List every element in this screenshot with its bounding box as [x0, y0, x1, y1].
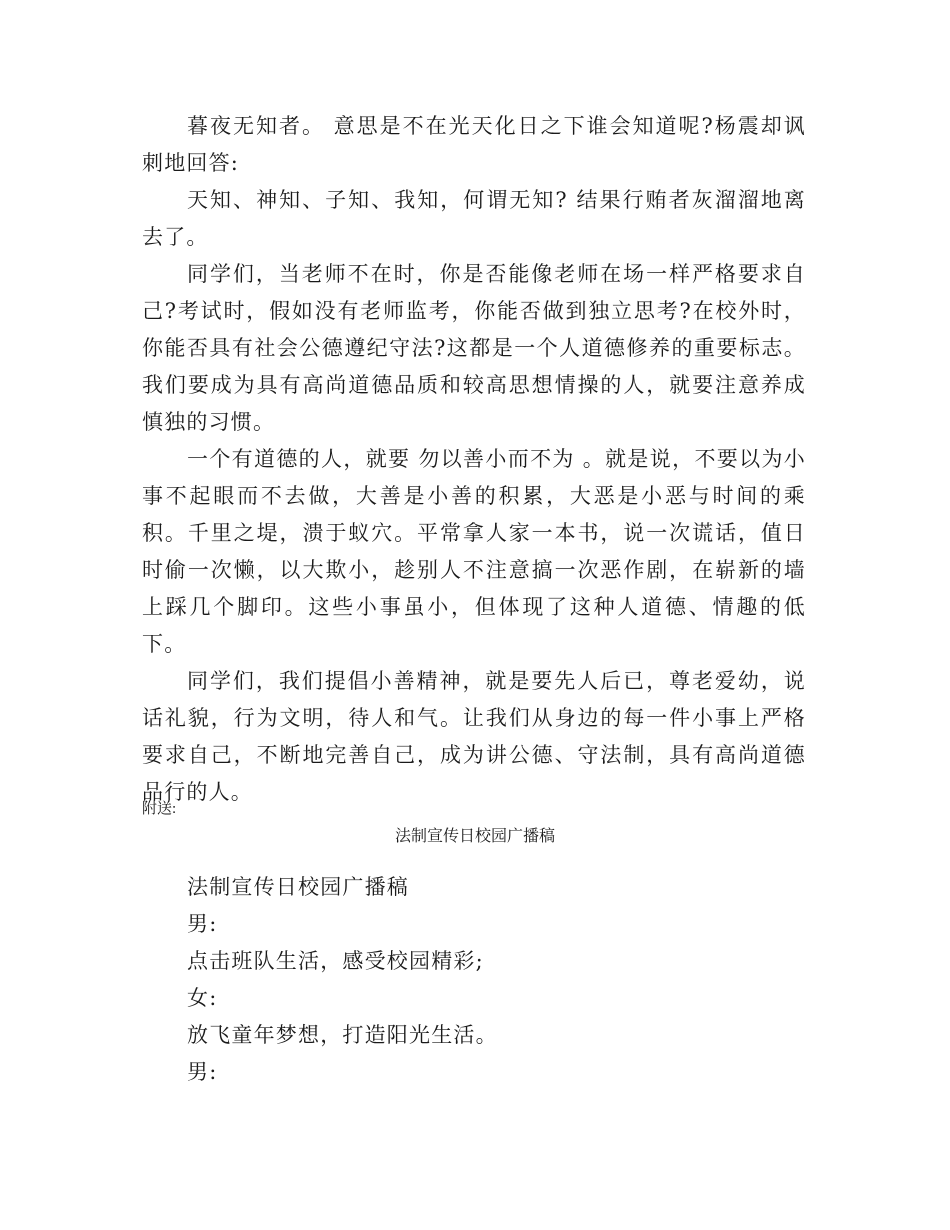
paragraph: 一个有道德的人，就要 勿以善小而不为 。就是说，不要以为小事不起眼而不去做，大善是小善的积累，大恶是小恶与时间的乘积。千里之堤，溃于蚁穴。平常拿人家一本书，说一次谎话，值日时偷一次懒，以大欺小，趁别人不注意搞一次恶作剧，在崭新的墙上踩几个脚印。这些小事虽小，但体现了这种人道德、情趣的低下。	[142, 447, 806, 656]
script-line: 放飞童年梦想，打造阳光生活。	[187, 1023, 498, 1047]
paragraph: 天知、神知、子知、我知，何谓无知? 结果行贿者灰溜溜地离去了。	[142, 188, 806, 249]
paragraph: 暮夜无知者。 意思是不在光天化日之下谁会知道呢?杨震却讽刺地回答:	[142, 114, 806, 175]
appendix-title: 法制宣传日校园广播稿	[394, 828, 555, 845]
paragraph: 同学们，当老师不在时，你是否能像老师在场一样严格要求自己?考试时，假如没有老师监考，你能否做到独立思考?在校外时，你能否具有社会公德遵纪守法?这都是一个人道德修养的重要标志。我们要成为具有高尚道德品质和较高思想情操的人，就要注意养成慎独的习惯。	[142, 262, 806, 434]
appendix-label: 附送:	[142, 801, 177, 817]
script-line: 男:	[187, 1060, 218, 1084]
script-line: 女:	[187, 986, 218, 1010]
broadcast-script	[187, 869, 807, 1091]
paragraph: 同学们，我们提倡小善精神，就是要先人后已，尊老爱幼，说话礼貌，行为文明，待人和气。让我们从身边的每一件小事上严格要求自己，不断地完善自己，成为讲公德、守法制，具有高尚道德品行的人。	[142, 669, 806, 804]
article-body	[142, 108, 806, 811]
script-line: 法制宣传日校园广播稿	[187, 875, 409, 899]
script-line: 男:	[187, 912, 218, 936]
script-line: 点击班队生活，感受校园精彩;	[187, 949, 484, 973]
